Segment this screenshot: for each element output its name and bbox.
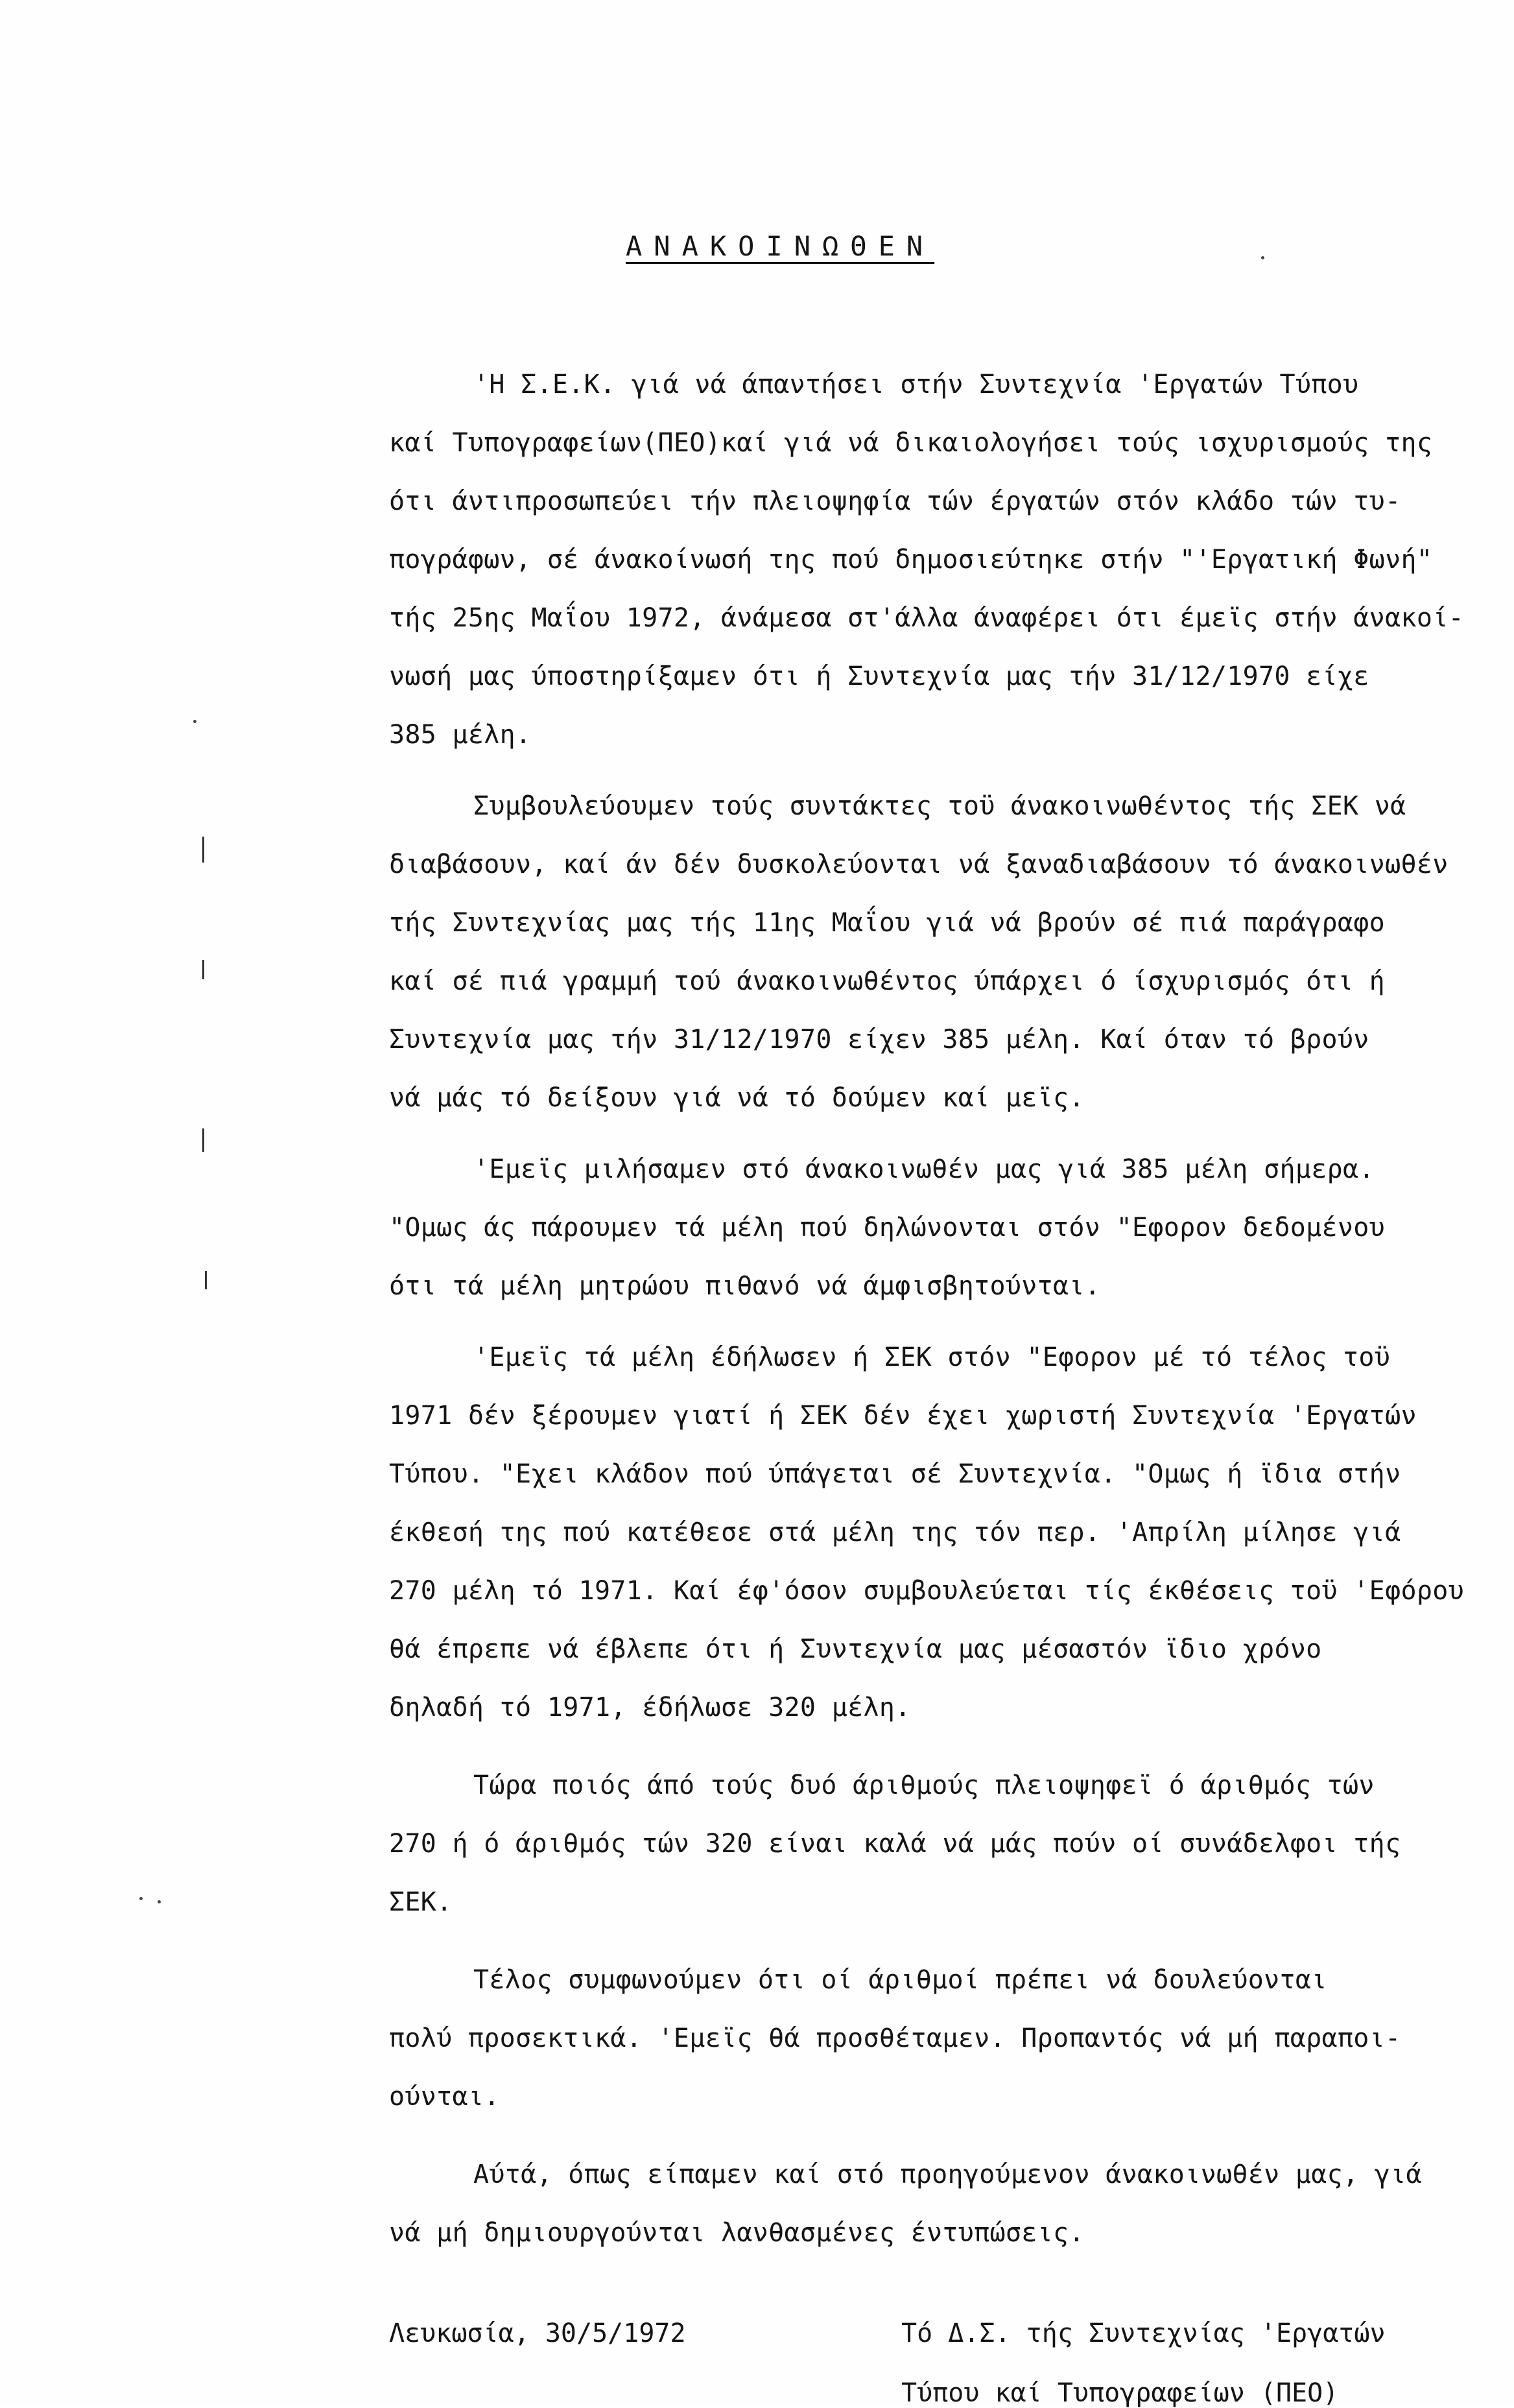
paragraph-1-line-2: καί Τυπογραφείων(ΠΕΟ)καί γιά νά δικαιολογήσει τούς ισχυρισμούς της [389,428,1433,458]
paragraph-7-line-1: Αύτά, όπως είπαμεν καί στό προηγούμενον άνακοινωθέν μας, γιά [473,2160,1422,2189]
paragraph-6-line-2: πολύ προσεκτικά. 'Εμεϊς θά προσθέταμεν. Προπαντός νά μή παραποι- [389,2023,1401,2053]
paragraph-4-line-1: 'Εμεϊς τά μέλη έδήλωσεν ή ΣΕΚ στόν "Εφορον μέ τό τέλος τοϋ [473,1342,1391,1372]
paragraph-1-line-1: 'Η Σ.Ε.Κ. γιά νά άπαντήσει στήν Συντεχνία 'Εργατών Τύπου [473,370,1359,399]
document-title: ΑΝΑΚΟΙΝΩΘΕΝ [626,230,935,262]
paragraph-3-line-1: 'Εμεϊς μιλήσαμεν στό άνακοινωθέν μας γιά 385 μέλη σήμερα. [473,1154,1375,1184]
scan-speck [139,1897,143,1900]
paragraph-2-line-4: καί σέ πιά γραμμή τού άνακοινωθέντος ύπάρχει ό ίσχυρισμός ότι ή [389,966,1386,996]
paragraph-4-line-3: Τύπου. "Εχει κλάδον πού ύπάγεται σέ Συντεχνία. "Ομως ή ϊδια στήν [389,1459,1401,1489]
paragraph-2-line-2: διαβάσουν, καί άν δέν δυσκολεύονται νά ξαναδιαβάσουν τό άνακοινωθέν [389,850,1449,879]
scan-mark [202,960,204,979]
paragraph-4-line-6: θά έπρεπε νά έβλεπε ότι ή Συντεχνία μας μέσαστόν ϊδιο χρόνο [389,1634,1322,1664]
paragraph-5-line-1: Τώρα ποιός άπό τούς δυό άριθμούς πλειοψηφεϊ ό άριθμός τών [473,1770,1375,1800]
paragraph-1-line-3: ότι άντιπροσωπεύει τήν πλειοψηφία τών έργατών στόν κλάδο τών τυ- [389,486,1401,516]
paragraph-2-line-3: τής Συντεχνίας μας τής 11ης Μαΐου γιά νά βρούν σέ πιά παράγραφο [389,908,1386,938]
paragraph-2-line-5: Συντεχνία μας τήν 31/12/1970 είχεν 385 μέλη. Καί όταν τό βρούν [389,1025,1369,1055]
scan-speck [193,720,196,723]
scan-mark [202,1128,204,1152]
paragraph-4-line-7: δηλαδή τό 1971, έδήλωσε 320 μέλη. [389,1693,911,1723]
scan-mark [205,1271,207,1289]
paragraph-5-line-2: 270 ή ό άριθμός τών 320 είναι καλά νά μάς πούν οί συνάδελφοι τής [389,1829,1401,1859]
paragraph-1-line-4: πογράφων, σέ άνακοίνωσή της πού δημοσιεύτηκε στήν "'Εργατική Φωνή" [389,545,1433,575]
paragraph-4-line-2: 1971 δέν ξέρουμεν γιατί ή ΣΕΚ δέν έχει χωριστή Συντεχνία 'Εργατών [389,1401,1417,1431]
paragraph-1-line-7: 385 μέλη. [389,720,532,750]
paragraph-6-line-1: Τέλος συμφωνούμεν ότι οί άριθμοί πρέπει νά δουλεύονται [473,1965,1327,1995]
paragraph-1-line-5: τής 25ης Μαΐου 1972, άνάμεσα στ'άλλα άναφέρει ότι έμεϊς στήν άνακοί- [389,603,1464,633]
paragraph-4-line-4: έκθεσή της πού κατέθεσε στά μέλη της τόν περ. 'Απρίλη μίλησε γιά [389,1518,1401,1547]
paragraph-1-line-6: νωσή μας ύποστηρίξαμεν ότι ή Συντεχνία μας τήν 31/12/1970 είχε [389,662,1369,691]
place-date: Λευκωσία, 30/5/1972 [389,2319,686,2348]
paragraph-2-line-6: νά μάς τό δείξουν γιά νά τό δούμεν καί μεϊς. [389,1083,1085,1113]
signature-block [901,2319,1386,2408]
paragraph-3-line-2: "Ομως άς πάρουμεν τά μέλη πού δηλώνονται στόν "Εφορον δεδομένου [389,1213,1386,1243]
paragraph-6-line-3: ούνται. [389,2082,500,2112]
paragraph-3-line-3: ότι τά μέλη μητρώου πιθανό νά άμφισβητούνται. [389,1271,1101,1301]
paragraph-4-line-5: 270 μέλη τό 1971. Καί έφ'όσον συμβουλεύεται τίς έκθέσεις τοϋ 'Εφόρου [389,1576,1464,1606]
signature-line-1: Τό Δ.Σ. τής Συντεχνίας 'Εργατών [901,2319,1386,2348]
scan-speck [158,1900,161,1903]
paragraph-5-line-3: ΣΕΚ. [389,1887,453,1917]
scan-speck [1261,256,1264,259]
paragraph-7-line-2: νά μή δημιουργούνται λανθασμένες έντυπώσεις. [389,2218,1085,2248]
signature-line-2: Τύπου καί Τυπογραφείων (ΠΕΟ) [901,2378,1339,2408]
paragraph-2-line-1: Συμβουλεύουμεν τούς συντάκτες τοϋ άνακοινωθέντος τής ΣΕΚ νά [473,791,1406,821]
scan-mark [202,837,204,863]
